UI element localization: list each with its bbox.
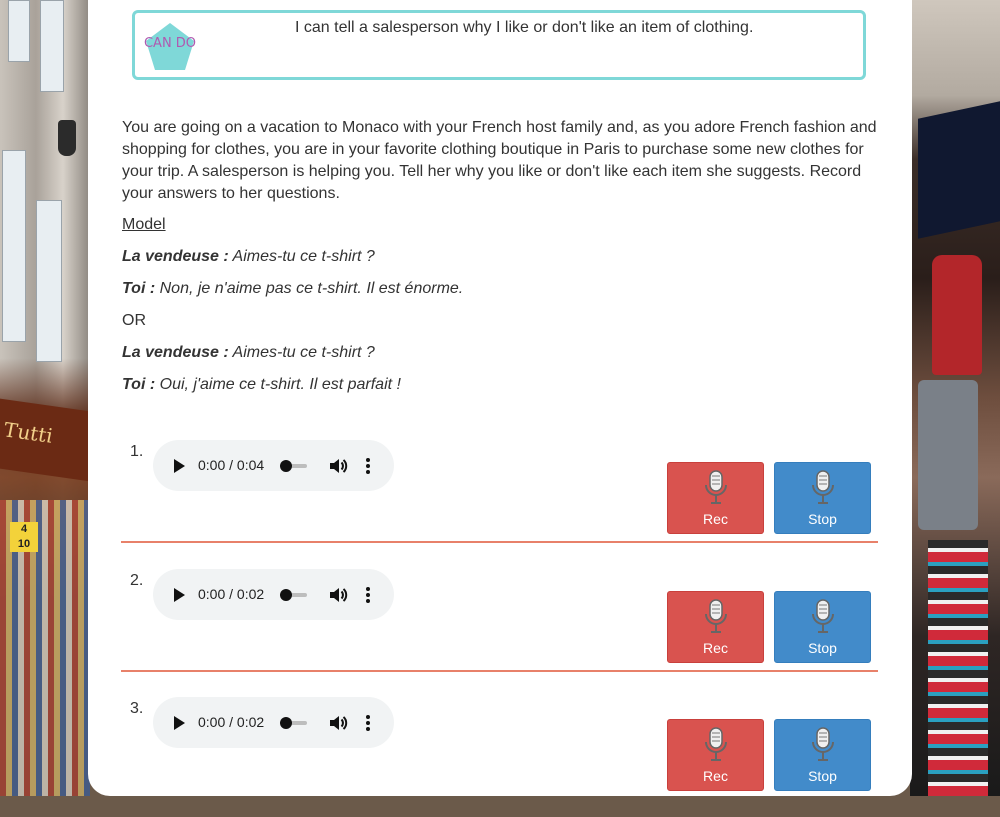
window-shutter xyxy=(36,200,62,362)
seek-handle[interactable] xyxy=(280,589,292,601)
stop-label: Stop xyxy=(808,511,837,527)
window-shutter xyxy=(2,150,26,342)
item-number: 2. xyxy=(130,572,144,589)
volume-icon[interactable] xyxy=(328,713,348,738)
speaker-label: Toi : xyxy=(122,280,156,297)
microphone-icon xyxy=(810,599,836,638)
can-do-statement: I can tell a salesperson why I like or don't like an item of clothing. xyxy=(295,19,754,36)
stop-label: Stop xyxy=(808,768,837,784)
speaker-label: La vendeuse : xyxy=(122,344,229,361)
microphone-icon xyxy=(703,727,729,766)
seek-handle[interactable] xyxy=(280,460,292,472)
stop-label: Stop xyxy=(808,640,837,656)
volume-icon[interactable] xyxy=(328,585,348,610)
more-options-icon[interactable] xyxy=(365,585,371,610)
audio-time: 0:00 / 0:02 xyxy=(198,714,265,730)
background-street-left xyxy=(0,0,90,796)
dialogue-text: Aimes-tu ce t-shirt ? xyxy=(228,344,375,361)
can-do-badge-icon xyxy=(144,21,196,73)
more-options-icon[interactable] xyxy=(365,713,371,738)
speaker-label: Toi : xyxy=(122,376,156,393)
microphone-icon xyxy=(703,470,729,509)
or-separator: OR xyxy=(122,312,146,329)
speaker-label: La vendeuse : xyxy=(122,248,229,265)
hanging-shirt xyxy=(918,380,978,530)
dialogue-text: Non, je n'aime pas ce t-shirt. Il est énorme. xyxy=(155,280,464,297)
item-divider xyxy=(121,670,878,672)
shop-sign: Tutti xyxy=(0,399,90,482)
record-label: Rec xyxy=(703,640,728,656)
can-do-badge-text: CAN DO xyxy=(144,36,196,51)
window-shutter xyxy=(40,0,64,92)
microphone-icon xyxy=(810,727,836,766)
background-street-right xyxy=(910,0,1000,796)
souvenir-bag xyxy=(928,540,988,796)
volume-icon[interactable] xyxy=(328,456,348,481)
can-do-statement-box xyxy=(132,10,866,80)
play-icon[interactable] xyxy=(174,459,185,473)
audio-time: 0:00 / 0:04 xyxy=(198,457,265,473)
model-line xyxy=(122,376,401,394)
record-button[interactable] xyxy=(667,591,764,663)
seek-handle[interactable] xyxy=(280,717,292,729)
record-button[interactable] xyxy=(667,719,764,791)
stop-button[interactable] xyxy=(774,719,871,791)
item-number: 1. xyxy=(130,443,144,460)
dialogue-text: Oui, j'aime ce t-shirt. Il est parfait ! xyxy=(155,376,401,393)
dialogue-text: Aimes-tu ce t-shirt ? xyxy=(228,248,375,265)
stop-button[interactable] xyxy=(774,591,871,663)
play-icon[interactable] xyxy=(174,716,185,730)
audio-time: 0:00 / 0:02 xyxy=(198,586,265,602)
model-line xyxy=(122,344,375,362)
stop-button[interactable] xyxy=(774,462,871,534)
more-options-icon[interactable] xyxy=(365,456,371,481)
audio-player[interactable] xyxy=(153,569,394,620)
record-button[interactable] xyxy=(667,462,764,534)
hanging-shirt xyxy=(932,255,982,375)
street-lamp xyxy=(58,120,76,156)
microphone-icon xyxy=(810,470,836,509)
item-number: 3. xyxy=(130,700,144,717)
recording-item xyxy=(88,697,912,817)
play-icon[interactable] xyxy=(174,588,185,602)
model-line xyxy=(122,248,375,266)
record-label: Rec xyxy=(703,768,728,784)
model-heading: Model xyxy=(122,216,166,233)
item-divider xyxy=(121,541,878,543)
record-label: Rec xyxy=(703,511,728,527)
content-panel xyxy=(88,0,912,796)
window-shutter xyxy=(8,0,30,62)
instructions-paragraph: You are going on a vacation to Monaco with your French host family and, as you adore French fashion and shopping for clothes, you are in your favorite clothing boutique in Paris to purchase some new clothes for your trip. A salesperson is helping you. Tell her why you like or don't like each item she suggests. Record your answers to her questions. xyxy=(122,119,877,202)
audio-player[interactable] xyxy=(153,697,394,748)
shop-awning xyxy=(918,101,1000,238)
model-line xyxy=(122,280,463,298)
microphone-icon xyxy=(703,599,729,638)
audio-player[interactable] xyxy=(153,440,394,491)
price-tag: 4 10 xyxy=(10,522,38,552)
